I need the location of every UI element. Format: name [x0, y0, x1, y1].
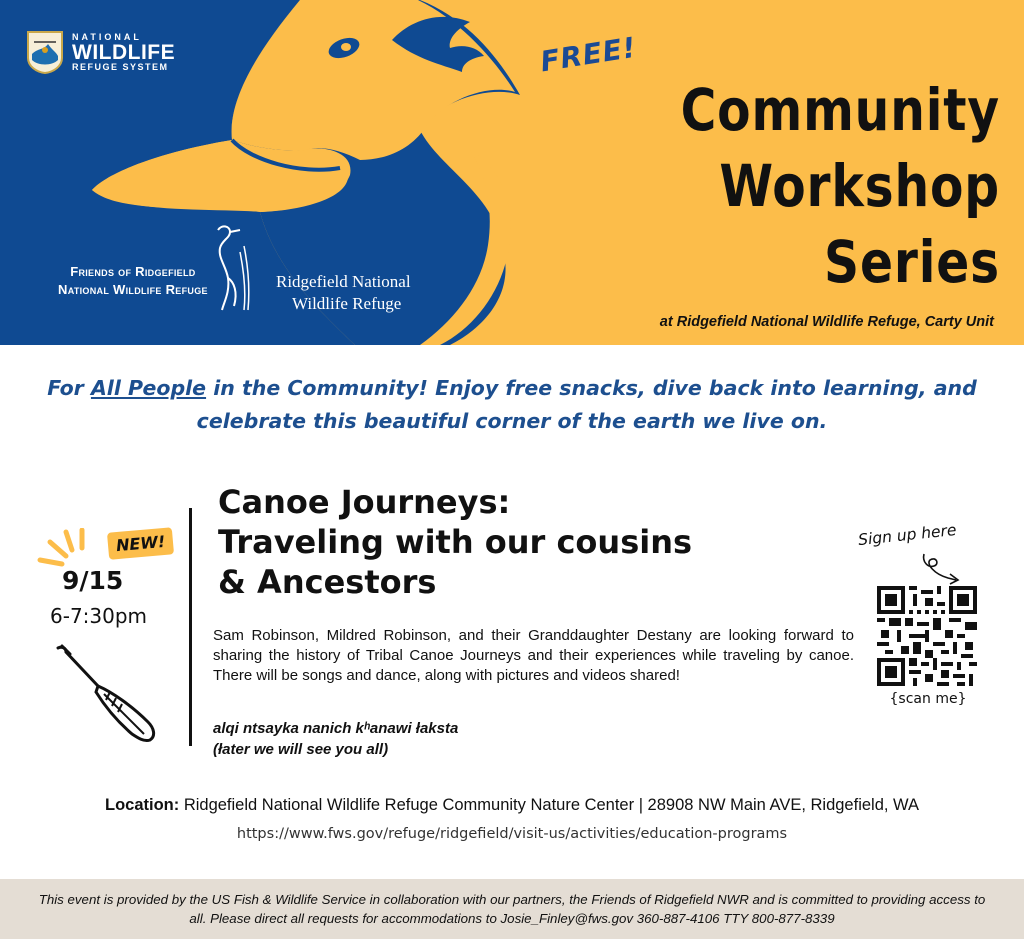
vertical-divider	[189, 508, 192, 746]
heron-icon	[204, 222, 252, 312]
new-badge: NEW!	[107, 527, 174, 560]
event-date: 9/15	[62, 566, 124, 595]
title-line-2: Workshop	[719, 152, 1000, 220]
location-text: Ridgefield National Wildlife Refuge Community Nature Center | 28908 NW Main AVE, Ridgefield, WA	[179, 796, 920, 814]
qr-code[interactable]	[877, 586, 977, 686]
event-title-line-2: Traveling with our cousins	[218, 523, 693, 561]
friends-line2: National Wildlife Refuge	[58, 282, 208, 297]
intro-before: For	[47, 376, 91, 400]
nwrs-line3: REFUGE SYSTEM	[72, 61, 169, 72]
footer	[0, 879, 1024, 939]
intro-text	[40, 372, 984, 438]
event-title-line-1: Canoe Journeys:	[218, 483, 511, 521]
event-description: Sam Robinson, Mildred Robinson, and their Granddaughter Destany are looking forward to sharing the history of Tribal Canoe Journeys and their experiences while traveling by canoe. There will be songs and dance, along with pictures and videos shared!	[213, 627, 854, 684]
nwrs-line1: NATIONAL	[72, 31, 142, 42]
header-banner	[0, 0, 1024, 345]
arrow-icon	[920, 548, 968, 588]
free-tag: FREE!	[538, 30, 639, 79]
event-phrase-translation: (łater we will see you all)	[213, 741, 389, 758]
title-line-1: Community	[680, 76, 1000, 144]
scan-me-label: {scan me}	[889, 691, 967, 707]
event-phrase: alqi ntsayka nanich kʰanawi łaksta	[213, 720, 459, 737]
location-line	[0, 796, 1024, 815]
friends-line1: Friends of Ridgefield	[70, 264, 196, 279]
friends-logo	[58, 250, 252, 312]
refuge-logo-line2: Wildlife Refuge	[292, 294, 402, 313]
title-line-3: Series	[824, 228, 1000, 296]
venue-text: at Ridgefield National Wildlife Refuge, Carty Unit	[659, 314, 994, 330]
paddle-icon	[52, 642, 162, 744]
refuge-logo-line1: Ridgefield National	[276, 272, 411, 291]
event-url[interactable]: https://www.fws.gov/refuge/ridgefield/visit-us/activities/education-programs	[236, 826, 788, 842]
event-title-line-3: & Ancestors	[218, 563, 437, 601]
refuge-logo	[276, 271, 411, 315]
nwrs-line2: WILDLIFE	[72, 40, 176, 64]
event-title	[218, 482, 838, 602]
intro-highlight: All People	[90, 376, 207, 400]
event-time: 6-7:30pm	[50, 604, 148, 628]
footer-text: This event is provided by the US Fish & Wildlife Service in collaboration with our partners, the Friends of Ridgefield NWR and is committed to providing access to all. Please direct all requests for accommodations to Josie_Finley@fws.gov 360-887-4106 TTY 800-877-8339	[38, 892, 986, 926]
intro-after: in the Community! Enjoy free snacks, dive back into learning, and celebrate this beautiful corner of the earth we live on.	[196, 376, 977, 433]
location-label: Location:	[104, 796, 180, 814]
nwrs-logo	[26, 30, 175, 74]
usfws-shield-icon	[26, 30, 64, 74]
page-title	[600, 72, 1000, 300]
signup-label: Sign up here	[857, 520, 958, 550]
